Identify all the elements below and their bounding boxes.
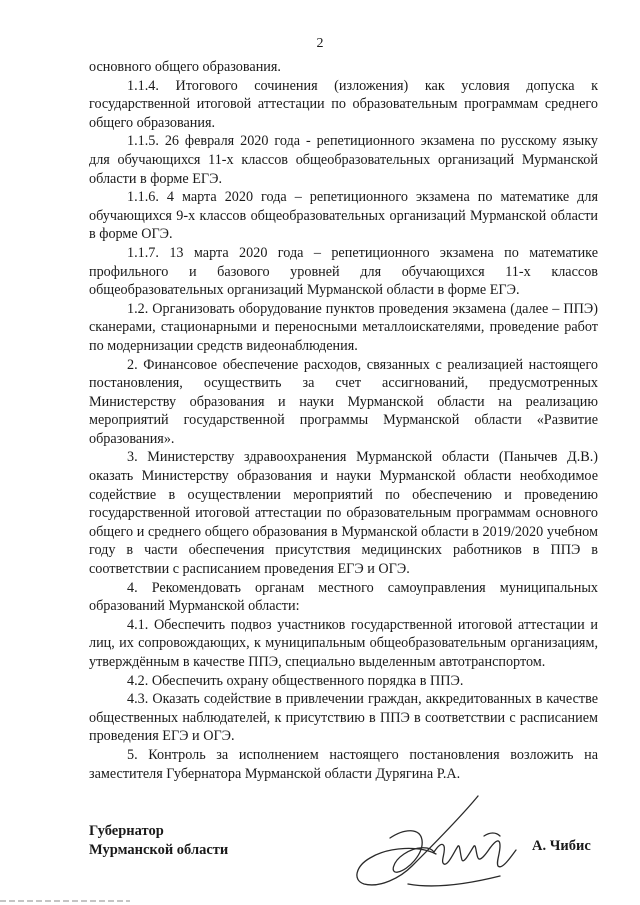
signatory-title-line1: Губернатор (89, 823, 164, 839)
scan-edge-line (0, 900, 640, 902)
paragraph-4-1: 4.1. Обеспечить подвоз участников государственной итоговой аттестации и лиц, их сопровождающих, к муниципальным общеобразовательным организациям, утверждённым в качестве ППЭ, специально выделенным автотранспортом. (89, 616, 598, 670)
paragraph-1-1-7: 1.1.7. 13 марта 2020 года – репетиционного экзамена по математике профильного и базового уровней для обучающихся 11-х классов общеобразовательных организаций Мурманской области в форме ЕГЭ. (89, 244, 598, 299)
paragraph-5: 5. Контроль за исполнением настоящего постановления возложить на заместителя Губернатора Мурманской области Дурягина Р.А. (89, 746, 598, 782)
signatory-name: А. Чибис (532, 838, 591, 854)
paragraph-1-1-5: 1.1.5. 26 февраля 2020 года - репетиционного экзамена по русскому языку для обучающихся 11-х классов общеобразовательных организаций Мурманской области в форме ЕГЭ. (89, 133, 598, 187)
paragraph-4-3: 4.3. Оказать содействие в привлечении граждан, аккредитованных в качестве общественных наблюдателей, к присутствию в ППЭ в соответствии с расписанием проведения ЕГЭ и ОГЭ. (89, 691, 598, 745)
handwritten-signature (350, 788, 525, 898)
signatory-title (89, 822, 228, 860)
page-number: 2 (316, 36, 324, 51)
paragraph-4: 4. Рекомендовать органам местного самоуправления муниципальных образований Мурманской области: (89, 579, 598, 615)
paragraph-1-1-6: 1.1.6. 4 марта 2020 года – репетиционного экзамена по математике для обучающихся 9-х классов общеобразовательных организаций Мурманской области в форме ОГЭ. (89, 189, 598, 243)
paragraph-3: 3. Министерству здравоохранения Мурманской области (Панычев Д.В.) оказать Министерству образования и науки Мурманской области необходимое содействие в осуществлении мероприятий по обеспечению и проведению государственной итоговой аттестации по образовательным программам основного общего и среднего общего образования в Мурманской области в 2019/2020 учебном году в части обеспечения присутствия медицинских работников в ППЭ в соответствии с расписанием проведения ЕГЭ и ОГЭ. (89, 449, 598, 578)
paragraph-4-2: 4.2. Обеспечить охрану общественного порядка в ППЭ. (127, 672, 464, 689)
paragraph-1-2: 1.2. Организовать оборудование пунктов проведения экзамена (далее – ППЭ) сканерами, стационарными и переносными металлоискателями, проведение работ по модернизации средств видеонаблюдения. (89, 300, 598, 354)
paragraph-1-1-4: 1.1.4. Итогового сочинения (изложения) как условия допуска к государственной итоговой аттестации по образовательным программам среднего общего образования. (89, 77, 598, 131)
paragraph-2: 2. Финансовое обеспечение расходов, связанных с реализацией настоящего постановления, осуществить за счет ассигнований, предусмотренных Министерству образования и науки Мурманской области на реализацию мероприятий государственной программы Мурманской области «Развитие образования». (89, 356, 598, 447)
signatory-title-line2: Мурманской области (89, 842, 229, 858)
paragraph-continuation: основного общего образования. (89, 59, 281, 75)
document-body (89, 58, 598, 783)
